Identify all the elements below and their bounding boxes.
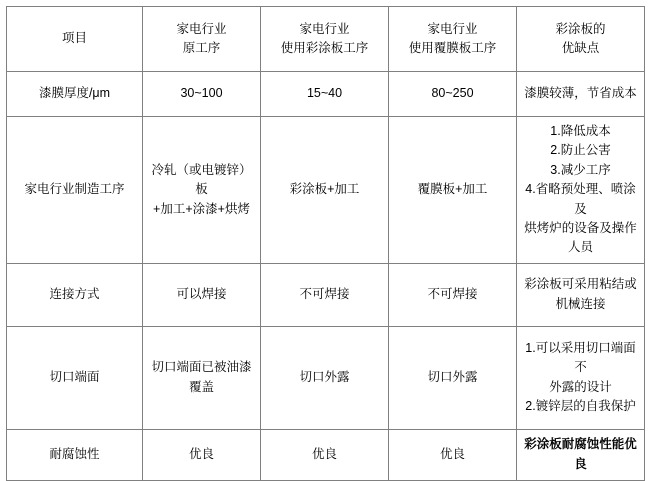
cell-line: 15~40 (306, 86, 343, 101)
cell-connection-notes (517, 263, 645, 326)
cell-thickness-laminated (389, 72, 517, 117)
cell-connection-color-coated (261, 263, 389, 326)
cell-line: 家电行业制造工序 (24, 182, 125, 197)
cell-process-notes (517, 117, 645, 264)
cell-line: 彩涂板耐腐蚀性能优良 (524, 437, 637, 471)
cell-cut-edge-color-coated (261, 326, 389, 429)
cell-corrosion-color-coated (261, 429, 389, 480)
header-line: 使用彩涂板工序 (280, 41, 369, 55)
cell-line: 外露的设计 (549, 379, 612, 394)
cell-line: 覆膜板+加工 (417, 182, 488, 197)
column-header-pros-cons (517, 7, 645, 72)
cell-line: 彩涂板可采用粘结或 (524, 277, 637, 292)
comparison-table (6, 6, 645, 481)
cell-line: 切口端面已被油漆 (151, 360, 252, 375)
cell-line: 2.镀锌层的自我保护 (525, 399, 636, 413)
cell-cut-edge-original (143, 326, 261, 429)
cell-line: 不可焊接 (427, 286, 478, 301)
column-header-item (7, 7, 143, 72)
table-header-row (7, 7, 645, 72)
row-label-connection (7, 263, 143, 326)
header-line: 彩涂板的 (555, 21, 606, 36)
cell-line: 可以焊接 (176, 286, 227, 301)
cell-thickness-color-coated (261, 72, 389, 117)
cell-line: +加工+涂漆+烘烤 (153, 201, 250, 216)
cell-line: 冷轧（或电镀锌）板 (151, 162, 252, 197)
cell-process-original (143, 117, 261, 264)
cell-line: 4.省略预处理、喷涂及 (525, 182, 636, 216)
cell-line: 人员 (567, 240, 593, 255)
header-line: 使用覆膜板工序 (408, 41, 497, 55)
cell-line: 30~100 (180, 86, 223, 101)
cell-line: 覆盖 (188, 379, 214, 394)
header-line: 家电行业 (299, 21, 350, 36)
table-row (7, 72, 645, 117)
cell-thickness-original (143, 72, 261, 117)
header-line: 家电行业 (176, 21, 227, 36)
cell-connection-laminated (389, 263, 517, 326)
cell-corrosion-laminated (389, 429, 517, 480)
table-row (7, 429, 645, 480)
table-row (7, 117, 645, 264)
cell-thickness-notes (517, 72, 645, 117)
cell-line: 切口外露 (427, 369, 478, 384)
header-line: 原工序 (182, 41, 221, 55)
cell-corrosion-original (143, 429, 261, 480)
header-line: 家电行业 (427, 21, 478, 36)
cell-line: 连接方式 (49, 286, 100, 301)
cell-line: 漆膜厚度/μm (38, 86, 111, 101)
column-header-laminated-process (389, 7, 517, 72)
cell-line: 优良 (439, 446, 465, 461)
cell-corrosion-notes (517, 429, 645, 480)
cell-line: 漆膜较薄，节省成本 (524, 86, 637, 101)
cell-line: 彩涂板+加工 (289, 182, 360, 197)
cell-line: 3.减少工序 (550, 162, 611, 177)
cell-connection-original (143, 263, 261, 326)
cell-line: 切口外露 (299, 369, 350, 384)
cell-line: 2.防止公害 (550, 143, 611, 158)
row-label-corrosion (7, 429, 143, 480)
column-header-color-coated-process (261, 7, 389, 72)
column-header-original-process (143, 7, 261, 72)
cell-line: 不可焊接 (299, 286, 350, 301)
row-label-process (7, 117, 143, 264)
header-line: 项目 (61, 31, 87, 46)
row-label-cut-edge (7, 326, 143, 429)
row-label-thickness (7, 72, 143, 117)
cell-line: 耐腐蚀性 (49, 446, 100, 461)
cell-process-color-coated (261, 117, 389, 264)
cell-line: 80~250 (431, 86, 474, 101)
cell-process-laminated (389, 117, 517, 264)
table-row (7, 263, 645, 326)
cell-line: 1.降低成本 (550, 124, 611, 138)
header-line: 优缺点 (561, 41, 600, 55)
cell-line: 优良 (188, 446, 214, 461)
cell-line: 切口端面 (49, 369, 100, 384)
table-row (7, 326, 645, 429)
cell-line: 烘烤炉的设备及操作 (524, 220, 637, 235)
cell-cut-edge-laminated (389, 326, 517, 429)
cell-line: 1.可以采用切口端面不 (525, 340, 636, 375)
cell-cut-edge-notes (517, 326, 645, 429)
cell-line: 优良 (311, 446, 337, 461)
cell-line: 机械连接 (555, 296, 606, 311)
